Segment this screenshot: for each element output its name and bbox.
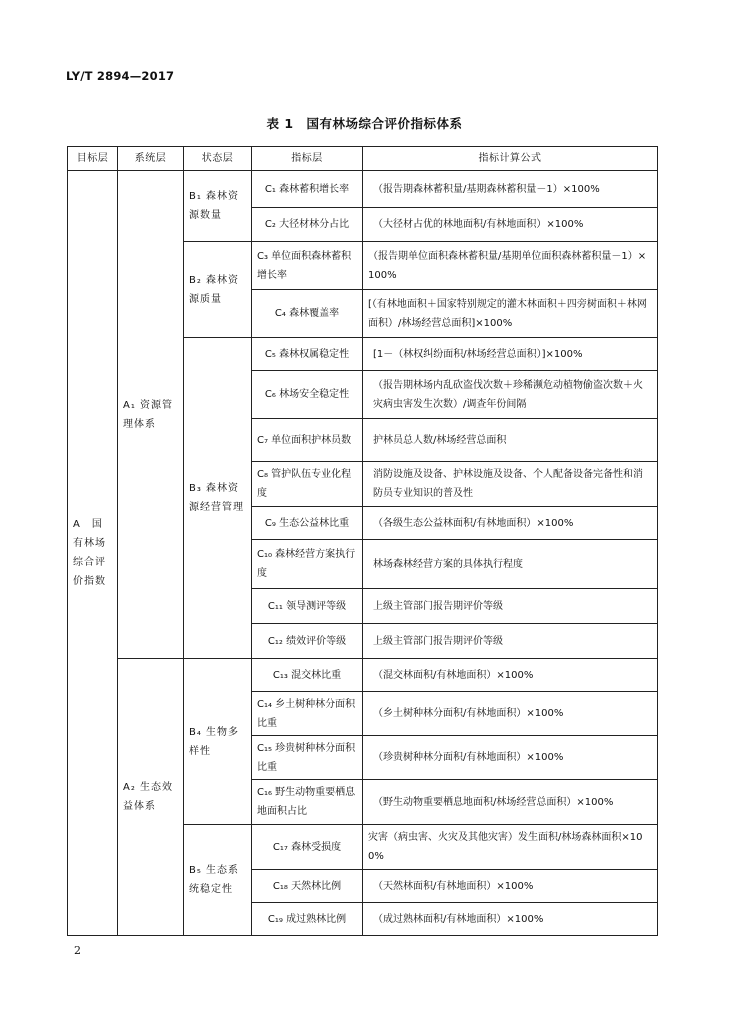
indicator-cell: C₁₈ 天然林比例 [252, 870, 363, 903]
state-layer-cell: B₅ 生态系统稳定性 [184, 825, 252, 936]
indicator-cell: C₆ 林场安全稳定性 [252, 371, 363, 419]
indicator-cell: C₁ 森林蓄积增长率 [252, 171, 363, 208]
system-layer-cell: A₁ 资源管理体系 [118, 171, 184, 659]
state-layer-cell: B₃ 森林资源经营管理 [184, 338, 252, 659]
indicator-cell: C₁₃ 混交林比重 [252, 659, 363, 692]
formula-cell: （大径材占优的林地面积/有林地面积）×100% [363, 208, 658, 242]
formula-cell: （混交林面积/有林地面积）×100% [363, 659, 658, 692]
col-header-target: 目标层 [68, 147, 118, 171]
state-layer-cell: B₄ 生物多样性 [184, 659, 252, 825]
formula-cell: （报告期森林蓄积量/基期森林蓄积量－1）×100% [363, 171, 658, 208]
indicator-cell: C₁₁ 领导测评等级 [252, 589, 363, 624]
standard-code: LY/T 2894—2017 [66, 69, 175, 83]
indicator-cell: C₈ 管护队伍专业化程度 [252, 462, 363, 507]
col-header-formula: 指标计算公式 [363, 147, 658, 171]
page-number: 2 [74, 944, 81, 957]
formula-cell: （野生动物重要栖息地面积/林场经营总面积）×100% [363, 780, 658, 825]
formula-cell: 护林员总人数/林场经营总面积 [363, 419, 658, 462]
table-title: 表 1 国有林场综合评价指标体系 [266, 116, 463, 131]
formula-cell: 消防设施及设备、护林设施及设备、个人配备设备完备性和消防员专业知识的普及性 [363, 462, 658, 507]
formula-cell: （乡土树种林分面积/有林地面积）×100% [363, 692, 658, 736]
indicator-table [67, 146, 658, 936]
formula-cell: [（有林地面积＋国家特别规定的灌木林面积＋四旁树面积＋林网面积）/林场经营总面积]×100% [363, 290, 658, 338]
formula-cell: 上级主管部门报告期评价等级 [363, 589, 658, 624]
col-header-state: 状态层 [184, 147, 252, 171]
table-row [68, 659, 658, 692]
table-header-row [68, 147, 658, 171]
formula-cell: （报告期林场内乱砍盗伐次数＋珍稀濒危动植物偷盗次数＋火灾病虫害发生次数）/调查年份间隔 [363, 371, 658, 419]
indicator-cell: C₇ 单位面积护林员数 [252, 419, 363, 462]
system-layer-cell: A₂ 生态效益体系 [118, 659, 184, 936]
indicator-cell: C₁₆ 野生动物重要栖息地面积占比 [252, 780, 363, 825]
target-layer-cell: A 国有林场综合评价指数 [68, 171, 118, 936]
indicator-cell: C₁₉ 成过熟林比例 [252, 903, 363, 936]
formula-cell: （报告期单位面积森林蓄积量/基期单位面积森林蓄积量－1）×100% [363, 242, 658, 290]
indicator-cell: C₄ 森林覆盖率 [252, 290, 363, 338]
indicator-cell: C₁₄ 乡土树种林分面积比重 [252, 692, 363, 736]
col-header-system: 系统层 [118, 147, 184, 171]
state-layer-cell: B₁ 森林资源数量 [184, 171, 252, 242]
formula-cell: （天然林面积/有林地面积）×100% [363, 870, 658, 903]
indicator-cell: C₅ 森林权属稳定性 [252, 338, 363, 371]
formula-cell: 林场森林经营方案的具体执行程度 [363, 540, 658, 589]
formula-cell: 上级主管部门报告期评价等级 [363, 624, 658, 659]
formula-cell: （各级生态公益林面积/有林地面积）×100% [363, 507, 658, 540]
formula-cell: 灾害（病虫害、火灾及其他灾害）发生面积/林场森林面积×100% [363, 825, 658, 870]
indicator-cell: C₉ 生态公益林比重 [252, 507, 363, 540]
formula-cell: （成过熟林面积/有林地面积）×100% [363, 903, 658, 936]
indicator-cell: C₁₅ 珍贵树种林分面积比重 [252, 736, 363, 780]
table-row [68, 171, 658, 208]
indicator-cell: C₁₂ 绩效评价等级 [252, 624, 363, 659]
indicator-cell: C₁₀ 森林经营方案执行度 [252, 540, 363, 589]
indicator-cell: C₁₇ 森林受损度 [252, 825, 363, 870]
col-header-indicator: 指标层 [252, 147, 363, 171]
indicator-cell: C₂ 大径材林分占比 [252, 208, 363, 242]
formula-cell: （珍贵树种林分面积/有林地面积）×100% [363, 736, 658, 780]
state-layer-cell: B₂ 森林资源质量 [184, 242, 252, 338]
formula-cell: [1－（林权纠纷面积/林场经营总面积）]×100% [363, 338, 658, 371]
indicator-cell: C₃ 单位面积森林蓄积增长率 [252, 242, 363, 290]
